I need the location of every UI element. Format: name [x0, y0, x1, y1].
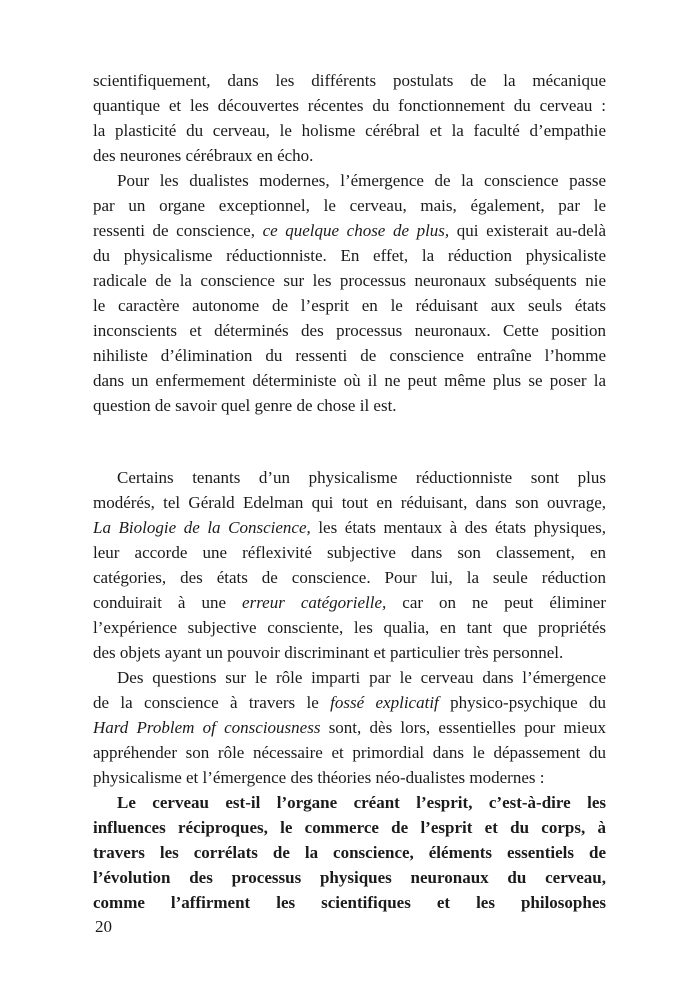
text-line	[93, 318, 606, 343]
body-text: des objets ayant un pouvoir discriminant et particulier très personnel.	[93, 643, 564, 662]
body-text: Le cerveau est-il l’organe créant l’esprit, c’est-à-dire les	[117, 793, 606, 812]
text-line	[93, 840, 606, 865]
body-text: Certains tenants d’un physicalisme réductionniste sont plus	[117, 468, 606, 487]
body-text: du physicalisme réductionniste. En effet, la réduction physicaliste	[93, 246, 606, 265]
text-line	[93, 615, 606, 640]
body-text: radicale de la conscience sur les processus neuronaux subséquents nie	[93, 271, 606, 290]
body-text: influences réciproques, le commerce de l’esprit et du corps, à	[93, 818, 606, 837]
body-text: inconscients et déterminés des processus neuronaux. Cette position	[93, 321, 606, 340]
text-line	[93, 640, 606, 665]
text-line	[93, 118, 606, 143]
text-line	[93, 490, 606, 515]
text-line	[93, 465, 606, 490]
italic-text: fossé explicatif	[330, 693, 439, 712]
text-line	[93, 218, 606, 243]
paragraph-questions-role-cerveau	[93, 665, 606, 790]
text-line	[93, 143, 606, 168]
text-line	[93, 590, 606, 615]
paragraph-bold-question	[93, 790, 606, 915]
text-line	[93, 193, 606, 218]
text-line	[93, 690, 606, 715]
text-line	[93, 665, 606, 690]
body-text: quantique et les découvertes récentes du fonctionnement du cerveau :	[93, 96, 606, 115]
body-text: conduirait à une	[93, 593, 243, 612]
body-text: le caractère autonome de l’esprit en le réduisant aux seuls états	[93, 296, 606, 315]
body-text: travers les corrélats de la conscience, éléments essentiels de	[93, 843, 606, 862]
body-text: dans un enfermement déterministe où il ne peut même plus se poser la	[93, 371, 606, 390]
italic-text: ce quelque chose de plus,	[262, 221, 450, 240]
body-text: l’expérience subjective consciente, les qualia, en tant que propriétés	[93, 618, 606, 637]
text-line	[93, 565, 606, 590]
text-line	[93, 740, 606, 765]
italic-text: erreur catégorielle,	[242, 593, 387, 612]
body-text: ressenti de conscience,	[93, 221, 263, 240]
body-text: Des questions sur le rôle imparti par le cerveau dans l’émergence	[117, 668, 606, 687]
text-line	[93, 293, 606, 318]
paragraph-edelman	[93, 465, 606, 665]
text-line	[93, 890, 606, 915]
text-line	[93, 393, 606, 418]
body-text: qui existerait au-delà	[449, 221, 606, 240]
body-text: car on ne peut éliminer	[386, 593, 606, 612]
text-line	[93, 68, 606, 93]
body-text: physico-psychique du	[438, 693, 606, 712]
text-line	[93, 168, 606, 193]
text-line	[93, 368, 606, 393]
page-number: 20	[95, 917, 112, 936]
body-text: modérés, tel Gérald Edelman qui tout en réduisant, dans son ouvrage,	[93, 493, 606, 512]
body-text: la plasticité du cerveau, le holisme cérébral et la faculté d’empathie	[93, 121, 606, 140]
text-line	[93, 243, 606, 268]
paragraph-continuation	[93, 68, 606, 168]
text-line	[93, 790, 606, 815]
italic-text: Hard Problem of consciousness	[93, 718, 321, 737]
text-line	[93, 865, 606, 890]
text-line	[93, 715, 606, 740]
text-line	[93, 93, 606, 118]
text-line	[93, 343, 606, 368]
body-text: les états mentaux à des états physiques,	[310, 518, 606, 537]
body-text: comme l’affirment les scientifiques et les philosophes	[93, 893, 606, 912]
paragraph-dualistes-modernes	[93, 168, 606, 418]
body-text: appréhender son rôle nécessaire et primordial dans le dépassement du	[93, 743, 606, 762]
body-text: catégories, des états de conscience. Pour lui, la seule réduction	[93, 568, 606, 587]
body-text: physicalisme et l’émergence des théories néo-dualistes modernes :	[93, 768, 545, 787]
text-line	[93, 268, 606, 293]
text-block	[93, 68, 606, 915]
text-line	[93, 765, 606, 790]
body-text: nihiliste d’élimination du ressenti de conscience entraîne l’homme	[93, 346, 606, 365]
italic-text: La Biologie de la Conscience,	[93, 518, 311, 537]
body-text: de la conscience à travers le	[93, 693, 331, 712]
text-line	[93, 515, 606, 540]
body-text: l’évolution des processus physiques neuronaux du cerveau,	[93, 868, 606, 887]
body-text: par un organe exceptionnel, le cerveau, mais, également, par le	[93, 196, 606, 215]
text-line	[93, 540, 606, 565]
body-text: question de savoir quel genre de chose il est.	[93, 396, 397, 415]
body-text: leur accorde une réflexivité subjective dans son classement, en	[93, 543, 606, 562]
body-text: Pour les dualistes modernes, l’émergence de la conscience passe	[117, 171, 606, 190]
body-text: des neurones cérébraux en écho.	[93, 146, 314, 165]
body-text: scientifiquement, dans les différents postulats de la mécanique	[93, 71, 606, 90]
text-line	[93, 815, 606, 840]
body-text: sont, dès lors, essentielles pour mieux	[320, 718, 606, 737]
